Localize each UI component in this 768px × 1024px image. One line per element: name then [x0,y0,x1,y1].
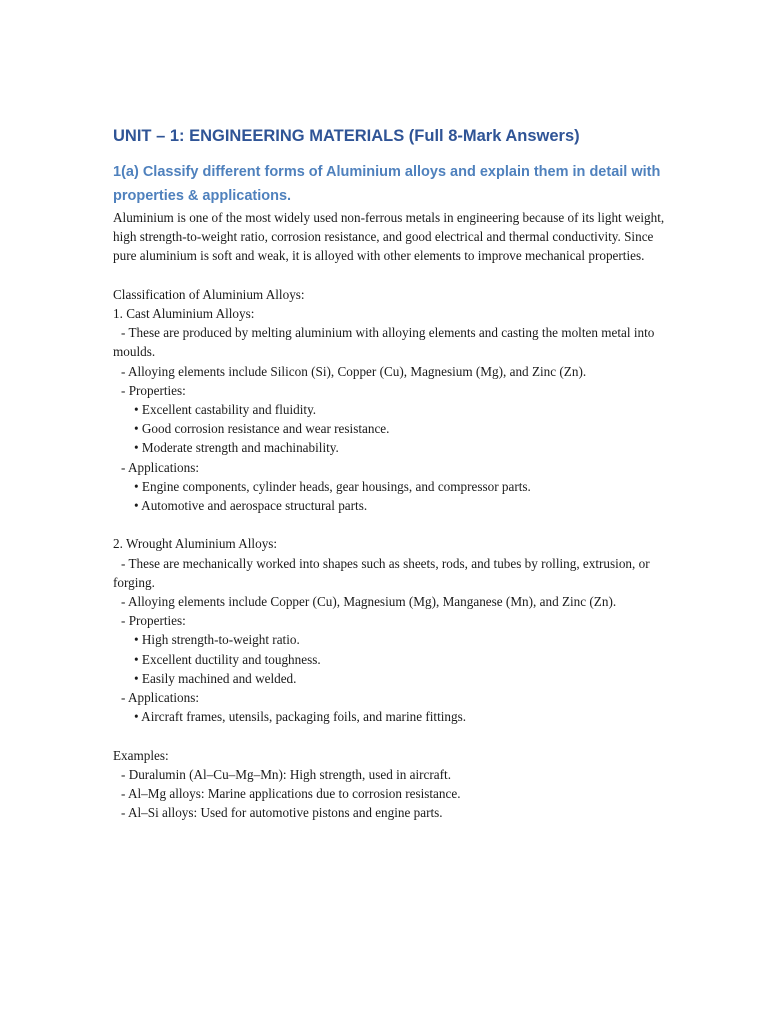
spacer [113,515,673,534]
cast-properties-label: - Properties: [121,382,186,398]
document-body [113,208,673,822]
list-item: • Good corrosion resistance and wear resistance. [134,421,390,437]
spacer [113,266,673,285]
list-item: • Easily machined and welded. [134,670,297,686]
cast-alloys-heading: 1. Cast Aluminium Alloys: [113,306,255,321]
spacer [113,726,673,745]
wrought-alloys-elements: - Alloying elements include Copper (Cu), Magnesium (Mg), Manganese (Mn), and Zinc (Zn). [121,594,617,610]
wrought-properties-label: - Properties: [121,613,186,629]
list-item: • Engine components, cylinder heads, gear housings, and compressor parts. [134,478,531,494]
list-item: • Excellent castability and fluidity. [134,402,317,418]
list-item: • Excellent ductility and toughness. [134,651,321,667]
document-title: UNIT – 1: ENGINEERING MATERIALS (Full 8-Mark Answers) [113,127,580,145]
list-item: • Aircraft frames, utensils, packaging foils, and marine fittings. [134,709,467,725]
list-item: • Moderate strength and machinability. [134,440,339,456]
wrought-alloys-heading: 2. Wrought Aluminium Alloys: [113,536,278,552]
intro-paragraph: Aluminium is one of the most widely used non-ferrous metals in engineering because of its light weight, high strength-to-weight ratio, corrosion resistance, and good electrical and thermal conductivity. Since pure aluminium is soft and weak, it is alloyed with other elements to improve mechanical properties. [113,210,665,264]
list-item: - Duralumin (Al–Cu–Mg–Mn): High strength, used in aircraft. [121,766,451,782]
cast-alloys-description: - These are produced by melting aluminium with alloying elements and casting the molten metal into moulds. [113,325,655,360]
document-content [113,124,673,822]
list-item: • High strength-to-weight ratio. [134,632,300,648]
question-heading: 1(a) Classify different forms of Aluminium alloys and explain them in detail with properties & applications. [113,164,661,204]
list-item: - Al–Si alloys: Used for automotive pistons and engine parts. [121,805,443,821]
examples-heading: Examples: [113,747,169,763]
cast-applications-label: - Applications: [121,459,200,475]
wrought-applications-label: - Applications: [121,690,200,706]
cast-alloys-elements: - Alloying elements include Silicon (Si), Copper (Cu), Magnesium (Mg), and Zinc (Zn). [121,363,587,379]
classification-heading: Classification of Aluminium Alloys: [113,286,305,302]
list-item: - Al–Mg alloys: Marine applications due to corrosion resistance. [121,786,461,802]
wrought-alloys-description: - These are mechanically worked into shapes such as sheets, rods, and tubes by rolling, extrusion, or forging. [113,555,650,590]
list-item: • Automotive and aerospace structural parts. [134,498,368,514]
